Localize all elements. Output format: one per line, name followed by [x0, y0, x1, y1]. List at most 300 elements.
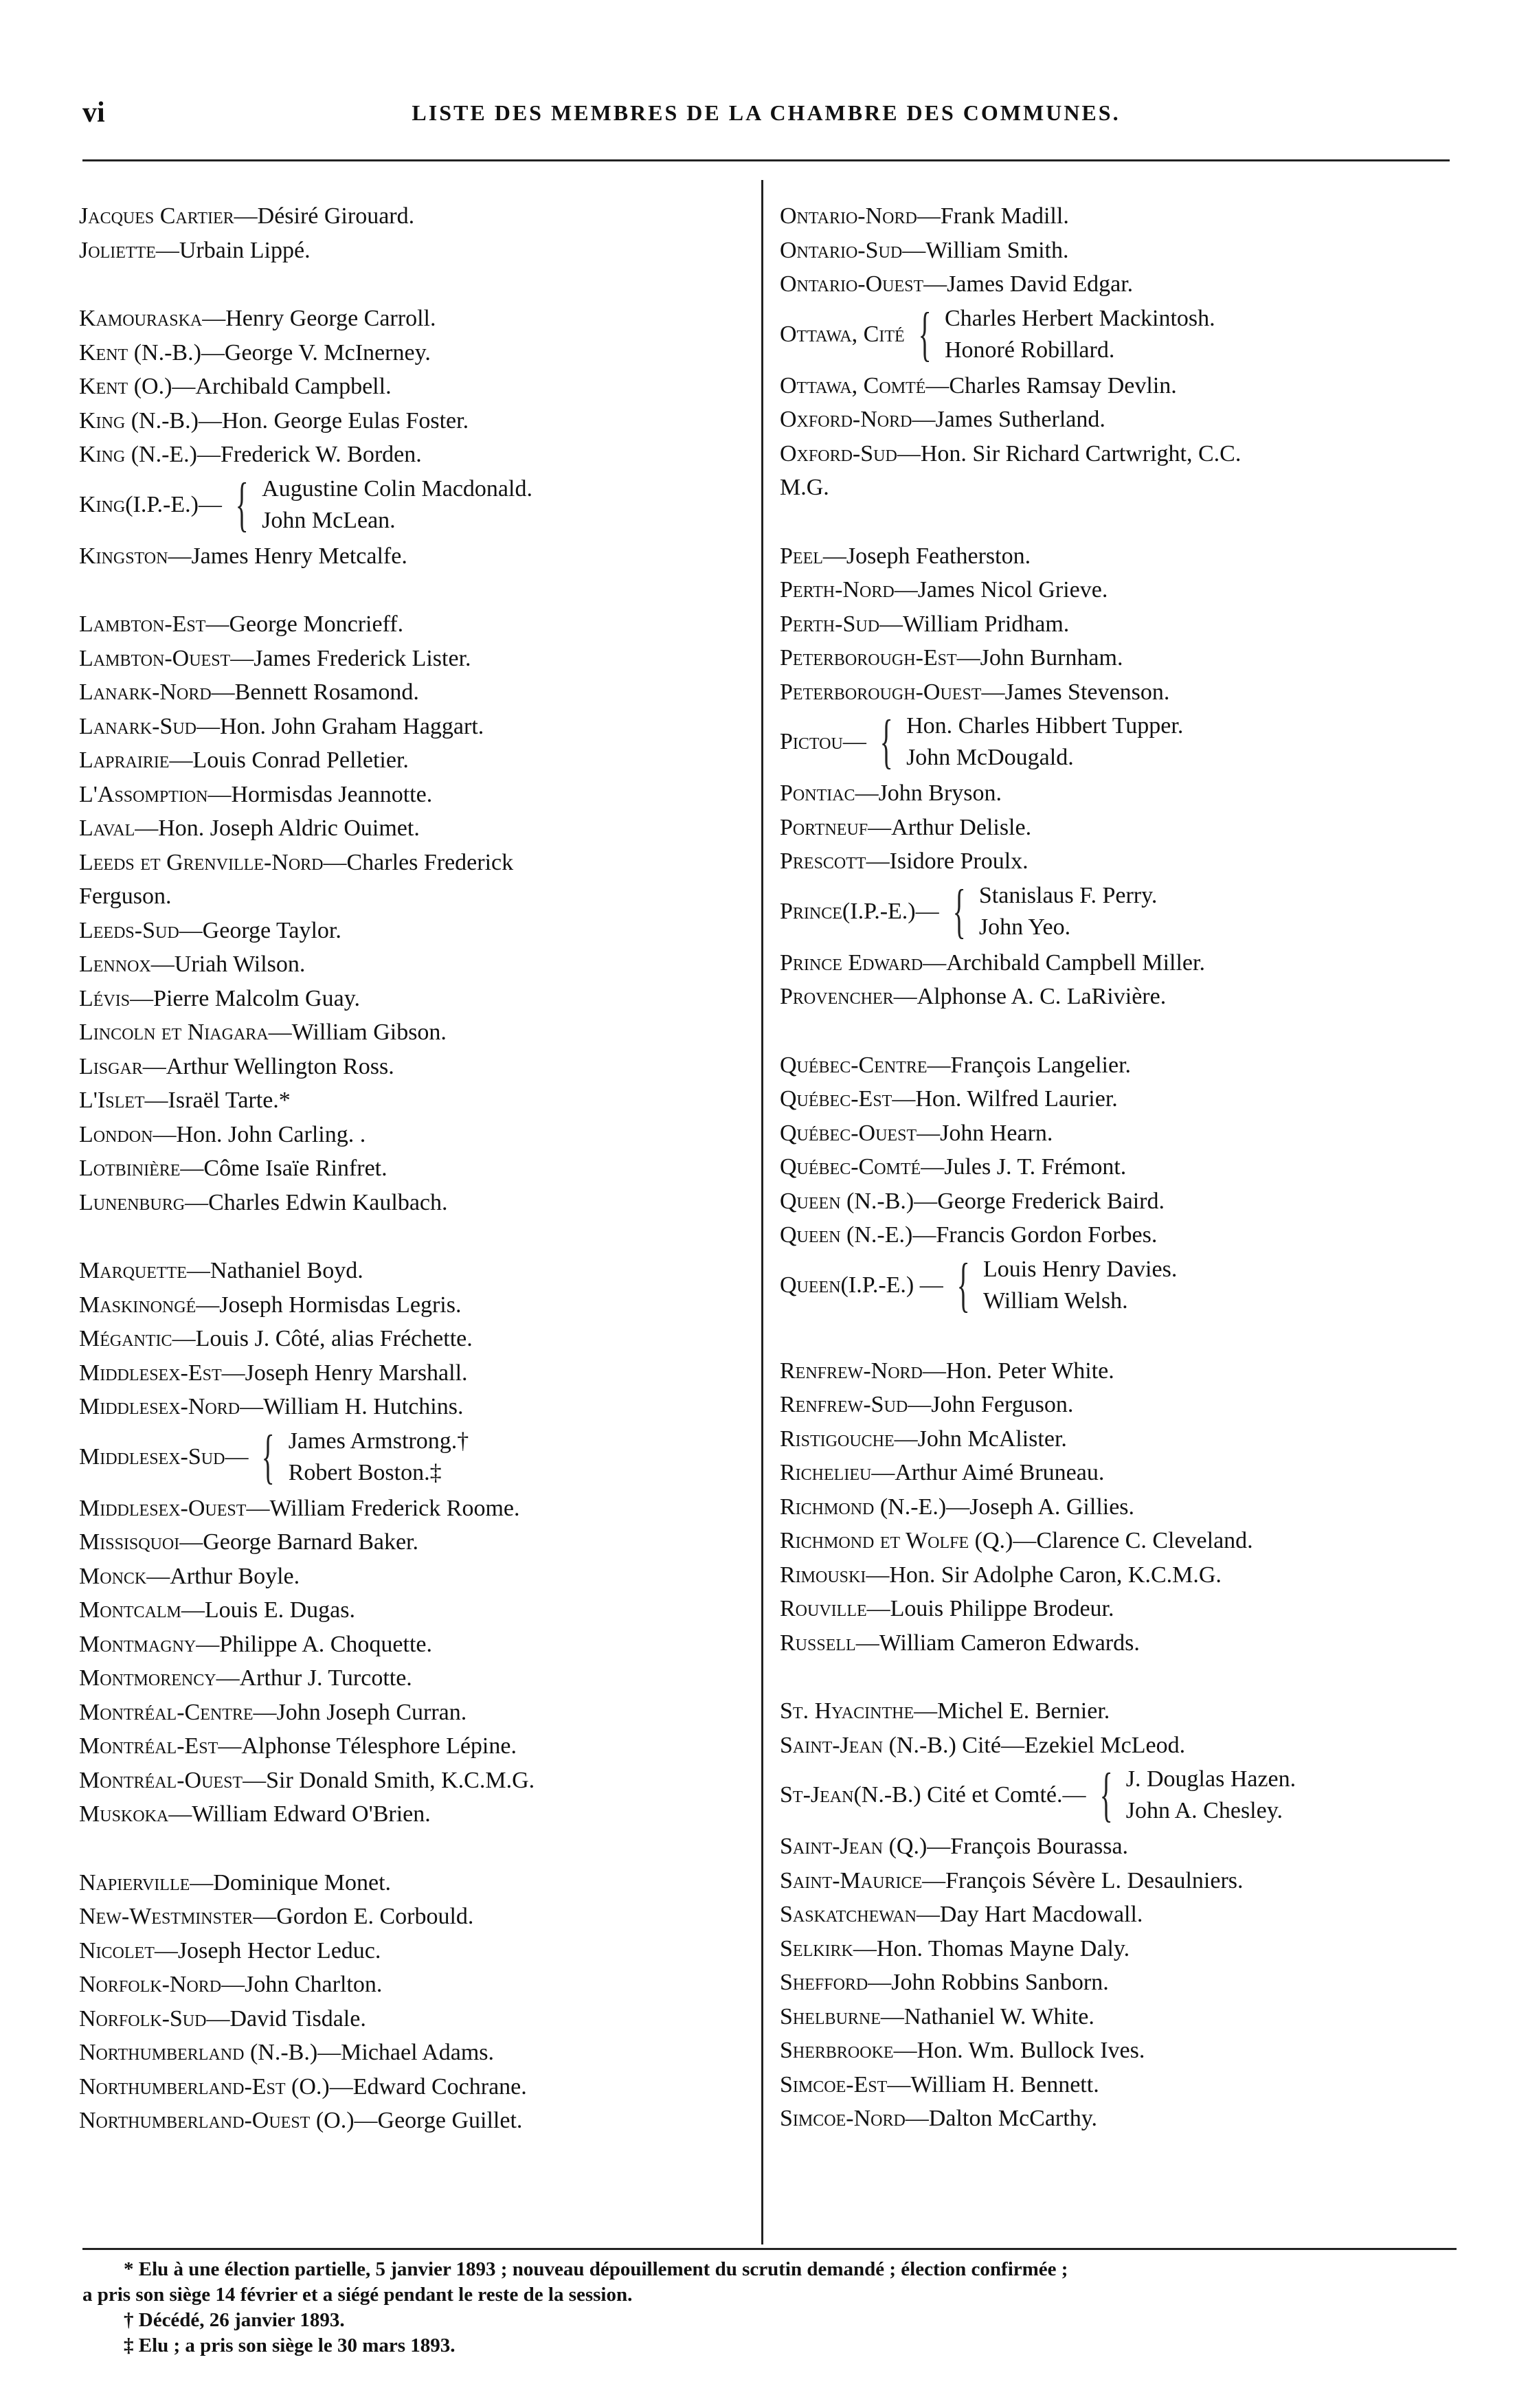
riding-name: Québec-Est — [780, 1086, 892, 1112]
riding-name: Sherbrooke — [780, 2038, 894, 2063]
member-name: —François Sévère L. Desaulniers. — [922, 1867, 1244, 1893]
member-name: —Frank Madill. — [917, 203, 1069, 229]
riding-name: Middlesex-Est — [79, 1360, 222, 1386]
member-name: (N.-B.) Cité—Ezekiel McLeod. — [883, 1732, 1186, 1758]
member-entry — [79, 1968, 756, 2002]
member-name: —James Sutherland. — [912, 407, 1105, 432]
member-entry — [780, 437, 1460, 471]
member-entry — [780, 776, 1460, 811]
riding-name: Lambton-Ouest — [79, 645, 231, 671]
member-entry — [780, 1864, 1460, 1898]
member-entry — [780, 1082, 1460, 1116]
footnote: ‡ Elu ; a pris son siège le 30 mars 1893. — [124, 2334, 456, 2356]
riding-suffix: (N.-B.) Cité et Comté.— — [853, 1782, 1086, 1808]
member-entry — [780, 2034, 1460, 2068]
member-name: (N.-B.)—Michael Adams. — [244, 2040, 494, 2065]
riding-name: Rimouski — [780, 1562, 866, 1588]
member-name: —James Henry Metcalfe. — [168, 543, 407, 569]
member-entry — [780, 1422, 1460, 1456]
member-entry — [79, 1118, 756, 1152]
member-name: —François Langelier. — [927, 1052, 1132, 1078]
member-entry — [79, 1254, 756, 1288]
member-name: —Dominique Monet. — [190, 1869, 392, 1895]
riding-name: King — [79, 407, 126, 434]
member-name: (O.)—George Guillet. — [310, 2108, 523, 2133]
riding-name: Middlesex-Nord — [79, 1394, 240, 1419]
member-name: (O.)—Edward Cochrane. — [285, 2073, 527, 2100]
member-entry — [780, 199, 1460, 234]
member-name: Louis Henry Davies. — [983, 1256, 1178, 1282]
member-name: —James David Edgar. — [923, 271, 1134, 297]
riding-name: Ottawa, Cité — [780, 321, 905, 347]
member-name: —William Frederick Roome. — [246, 1495, 520, 1521]
member-group — [780, 1251, 1460, 1318]
member-name: —William Pridham. — [879, 611, 1070, 637]
member-name: William Welsh. — [983, 1287, 1128, 1314]
riding-name: Montmagny — [79, 1631, 196, 1657]
riding-name: Monck — [79, 1563, 147, 1589]
member-entry — [79, 1764, 756, 1798]
section-gap — [780, 1660, 1460, 1694]
member-entry — [780, 2102, 1460, 2136]
riding-name: Ontario-Nord — [780, 203, 917, 229]
riding-name: Montréal-Ouest — [79, 1767, 243, 1793]
riding-name: Lunenburg — [79, 1189, 186, 1215]
member-name: —Sir Donald Smith, K.C.M.G. — [243, 1767, 535, 1793]
riding-name: Québec-Centre — [780, 1052, 928, 1078]
member-name: —Désiré Girouard. — [234, 203, 415, 229]
member-entry — [780, 1592, 1460, 1626]
riding-name: Norfolk-Nord — [79, 1972, 222, 1997]
riding-name: Peterborough-Ouest — [780, 679, 982, 705]
riding-name: St-Jean — [780, 1782, 854, 1808]
riding-name: Kent — [79, 374, 128, 399]
riding-name: St. Hyacinthe — [780, 1698, 914, 1724]
member-name: —Louis J. Côté, alias Fréchette. — [172, 1326, 473, 1351]
member-entry — [79, 1900, 756, 1934]
brace-icon: { — [1099, 1762, 1113, 1828]
riding-name: Lotbinière — [79, 1156, 181, 1181]
member-name: —Arthur J. Turcotte. — [216, 1665, 412, 1691]
riding-name: Peterborough-Est — [780, 645, 957, 671]
riding-name: Laval — [79, 815, 135, 841]
page-title: LISTE DES MEMBRES DE LA CHAMBRE DES COMMUNES. — [412, 100, 1121, 125]
member-name: —William Edward O'Brien. — [168, 1801, 431, 1827]
member-entry — [79, 1186, 756, 1220]
right-column — [780, 199, 1460, 2136]
member-entry — [79, 302, 756, 336]
member-name: —Louis E. Dugas. — [181, 1597, 355, 1623]
member-entry — [780, 1524, 1460, 1558]
riding-name: L'Assomption — [79, 781, 208, 807]
member-entry — [780, 1116, 1460, 1151]
member-entry — [780, 1456, 1460, 1490]
footnote-rule — [82, 2248, 1457, 2250]
riding-name: Montmorency — [79, 1665, 216, 1691]
riding-name: Leeds et Grenville-Nord — [79, 849, 324, 875]
member-name: —Arthur Boyle. — [146, 1563, 300, 1589]
member-entry — [780, 403, 1460, 437]
member-entry — [79, 1729, 756, 1764]
member-entry — [79, 1661, 756, 1696]
member-entry — [780, 1354, 1460, 1388]
member-entry — [79, 846, 756, 880]
brace-icon: { — [879, 708, 893, 775]
member-name: —George Barnard Baker. — [179, 1529, 419, 1555]
riding-name: Leeds-Sud — [79, 917, 179, 943]
footnote: a pris son siège 14 février et a siégé pendant le reste de la session. — [82, 2284, 633, 2306]
member-name: —Isidore Proulx. — [866, 848, 1029, 874]
riding-name: Pontiac — [780, 780, 855, 806]
riding-name: Lisgar — [79, 1053, 143, 1079]
member-name: John A. Chesley. — [1125, 1798, 1283, 1823]
member-entry — [79, 2070, 756, 2104]
footnotes — [82, 2257, 1457, 2359]
member-entry — [780, 1558, 1460, 1593]
member-name: —Louis Conrad Pelletier. — [169, 747, 409, 773]
member-entry — [780, 1218, 1460, 1252]
riding-name: Ontario-Ouest — [780, 271, 924, 297]
member-name: —John Hearn. — [917, 1120, 1053, 1146]
riding-name: Oxford-Sud — [780, 440, 897, 466]
riding-name: Perth-Sud — [780, 611, 880, 637]
member-entry — [79, 879, 756, 914]
member-entry — [79, 234, 756, 268]
member-group — [780, 1764, 1460, 1827]
riding-name: Montréal-Est — [79, 1733, 218, 1759]
riding-name: Northumberland-Ouest — [79, 2108, 311, 2133]
member-name: (N.-E.)—Joseph A. Gillies. — [874, 1494, 1135, 1520]
member-name: —James Frederick Lister. — [230, 645, 471, 671]
riding-name: Prince — [780, 898, 842, 924]
member-name: John Yeo. — [978, 914, 1071, 940]
member-entry — [79, 675, 756, 710]
member-name: (N.-E.)—Francis Gordon Forbes. — [840, 1222, 1158, 1248]
member-name: James Armstrong.† — [288, 1428, 469, 1454]
member-name: —Louis Philippe Brodeur. — [866, 1596, 1114, 1621]
riding-name: Shefford — [780, 1970, 868, 1995]
riding-name: Marquette — [79, 1258, 187, 1283]
riding-name: Maskinongé — [79, 1292, 196, 1318]
riding-name: Richmond et Wolfe — [780, 1528, 969, 1553]
member-names — [1126, 1764, 1296, 1827]
member-name: —Jules J. T. Frémont. — [921, 1154, 1127, 1180]
riding-name: Nicolet — [79, 1937, 155, 1963]
riding-name: Montcalm — [79, 1597, 181, 1623]
member-entry — [79, 642, 756, 676]
riding-name: Lincoln et Niagara — [79, 1020, 269, 1045]
brace-icon: { — [952, 877, 966, 945]
member-name: —Hon. John Carling. . — [153, 1121, 366, 1147]
member-entry — [780, 1048, 1460, 1083]
member-entry — [780, 369, 1460, 403]
member-entry — [79, 1696, 756, 1730]
member-entry — [79, 1593, 756, 1628]
riding-name: Middlesex-Ouest — [79, 1495, 247, 1521]
member-name: —Arthur Wellington Ross. — [142, 1053, 394, 1079]
member-name: —Pierre Malcolm Guay. — [130, 985, 360, 1011]
riding-suffix: (I.P.-E.)— — [842, 898, 939, 924]
member-entry — [79, 1390, 756, 1424]
member-name: —Henry George Carroll. — [202, 306, 436, 331]
member-entry — [79, 1288, 756, 1323]
section-gap — [780, 1320, 1460, 1354]
riding-name: Rouville — [780, 1596, 867, 1621]
member-entry — [780, 1694, 1460, 1729]
riding-name: New-Westminster — [79, 1904, 254, 1929]
member-name: —William H. Bennett. — [887, 2071, 1099, 2097]
riding-name: Prescott — [780, 848, 866, 874]
riding-name: Kamouraska — [79, 306, 203, 331]
member-name: —Day Hart Macdowall. — [916, 1902, 1143, 1927]
member-names — [983, 1254, 1177, 1317]
member-entry — [79, 1356, 756, 1391]
riding-suffix: (I.P.-E.) — — [840, 1272, 943, 1298]
member-entry — [780, 946, 1460, 980]
member-entry — [780, 1184, 1460, 1219]
brace-icon: { — [262, 1423, 276, 1490]
member-entry — [79, 947, 756, 982]
riding-name: Québec-Ouest — [780, 1120, 917, 1146]
riding-name: King — [79, 491, 126, 517]
member-entry — [79, 778, 756, 812]
riding-name: Richmond — [780, 1494, 875, 1520]
member-entry — [780, 675, 1460, 710]
riding-name: Lanark-Sud — [79, 713, 196, 739]
member-name: —David Tisdale. — [206, 2005, 366, 2032]
member-entry — [780, 980, 1460, 1014]
member-entry — [780, 641, 1460, 675]
member-entry — [79, 914, 756, 948]
section-gap — [79, 1219, 756, 1254]
member-name: —James Nicol Grieve. — [894, 577, 1108, 603]
riding-name: Napierville — [79, 1869, 190, 1895]
member-name: Robert Boston.‡ — [288, 1459, 442, 1485]
member-name: —Hon. Sir Richard Cartwright, C.C. — [897, 440, 1242, 466]
member-name: —Urbain Lippé. — [155, 237, 311, 263]
left-column — [79, 199, 756, 2138]
member-entry — [780, 844, 1460, 879]
member-entry — [780, 1898, 1460, 1932]
member-entry — [79, 1050, 756, 1084]
member-name: —Hon. Wm. Bullock Ives. — [893, 2038, 1145, 2063]
member-entry — [780, 573, 1460, 607]
member-entry — [780, 471, 1460, 505]
member-entry — [780, 1388, 1460, 1422]
member-entry — [79, 199, 756, 234]
riding-name: Oxford-Nord — [780, 407, 912, 432]
riding-name: Shelburne — [780, 2003, 881, 2029]
member-name: —Hon. Joseph Aldric Ouimet. — [135, 815, 420, 841]
brace-icon: { — [918, 300, 932, 368]
member-entry — [780, 1830, 1460, 1864]
riding-suffix: — — [225, 1443, 249, 1470]
member-name: —Michel E. Bernier. — [914, 1698, 1110, 1724]
member-name: —Gordon E. Corbould. — [253, 1904, 474, 1929]
member-entry — [780, 1966, 1460, 2000]
member-entry — [780, 2068, 1460, 2102]
member-group — [79, 1423, 756, 1490]
member-name: —Arthur Delisle. — [868, 814, 1032, 840]
member-name: —Côme Isaïe Rinfret. — [180, 1156, 387, 1181]
member-name: John McLean. — [262, 507, 396, 533]
riding-suffix: (I.P.-E.)— — [125, 491, 222, 517]
member-entry — [780, 607, 1460, 642]
riding-name: Renfrew-Nord — [780, 1358, 923, 1384]
member-name: (N.-B.)—George Frederick Baird. — [840, 1188, 1165, 1214]
member-entry — [79, 1151, 756, 1186]
member-name: —John Charlton. — [221, 1972, 383, 1997]
column-divider — [761, 180, 763, 2244]
member-names — [979, 880, 1158, 943]
member-name: (Q.)—François Bourassa. — [883, 1834, 1129, 1859]
riding-name: Lennox — [79, 952, 151, 977]
member-entry — [79, 1322, 756, 1356]
riding-name: Saskatchewan — [780, 1902, 917, 1927]
riding-name: Norfolk-Sud — [79, 2005, 207, 2032]
member-name: (N.-B.)—Hon. George Eulas Foster. — [125, 407, 469, 434]
member-name: —Arthur Aimé Bruneau. — [871, 1460, 1105, 1485]
member-name: —Hon. Wilfred Laurier. — [892, 1086, 1118, 1112]
member-name: —William H. Hutchins. — [240, 1394, 464, 1419]
riding-name: Muskoka — [79, 1801, 169, 1827]
member-entry — [780, 1729, 1460, 1763]
member-entry — [79, 982, 756, 1016]
member-name: —John McAlister. — [894, 1426, 1067, 1452]
member-group — [780, 300, 1460, 368]
member-entry — [780, 811, 1460, 845]
brace-icon: { — [956, 1251, 970, 1318]
riding-name: L'Islet — [79, 1088, 145, 1113]
member-name: Stanislaus F. Perry. — [978, 882, 1158, 908]
member-entry — [780, 1932, 1460, 1966]
footnote: † Décédé, 26 janvier 1893. — [124, 2309, 345, 2331]
member-entry — [79, 2002, 756, 2036]
member-name: —John Joseph Curran. — [253, 1699, 467, 1725]
member-name: Charles Herbert Mackintosh. — [944, 305, 1215, 331]
member-entry — [79, 370, 756, 404]
member-name: —Bennett Rosamond. — [211, 679, 419, 705]
riding-name: Lévis — [79, 985, 131, 1011]
member-name: M.G. — [780, 475, 829, 500]
member-entry — [780, 234, 1460, 268]
member-name: —Charles Edwin Kaulbach. — [185, 1189, 448, 1215]
riding-name: Saint-Jean — [780, 1834, 884, 1859]
member-entry — [79, 811, 756, 846]
member-name: —John Robbins Sanborn. — [868, 1970, 1109, 1995]
riding-name: Kent — [79, 339, 128, 365]
riding-name: Northumberland — [79, 2040, 245, 2065]
member-entry — [780, 539, 1460, 574]
footnote: * Elu à une élection partielle, 5 janvier 1893 ; nouveau dépouillement du scrutin demandé ; élection confirmée ; — [124, 2258, 1068, 2280]
riding-name: Laprairie — [79, 747, 170, 773]
member-entry — [79, 1866, 756, 1900]
member-name: —Charles Ramsay Devlin. — [925, 372, 1177, 398]
member-name: —Nathaniel Boyd. — [186, 1258, 363, 1283]
member-entry — [79, 1628, 756, 1662]
member-name: —Hormisdas Jeannotte. — [207, 781, 433, 807]
riding-name: Simcoe-Nord — [780, 2106, 906, 2131]
member-entry — [79, 336, 756, 370]
member-name: —Joseph Henry Marshall. — [221, 1360, 468, 1386]
member-names — [262, 473, 532, 537]
member-name: —Nathaniel W. White. — [880, 2003, 1094, 2029]
member-entry — [79, 607, 756, 642]
member-name: (O.)—Archibald Campbell. — [128, 374, 392, 399]
riding-name: Provencher — [780, 984, 894, 1009]
riding-name: Simcoe-Est — [780, 2071, 888, 2097]
member-name: (N.-E.)—Frederick W. Borden. — [125, 442, 422, 467]
member-entry — [780, 1490, 1460, 1524]
member-entry — [79, 438, 756, 472]
member-name: —William Gibson. — [268, 1020, 447, 1045]
member-name: —Joseph Featherston. — [822, 543, 1031, 569]
riding-name: Montréal-Centre — [79, 1699, 254, 1725]
member-name: —Hon. Peter White. — [922, 1358, 1114, 1384]
member-name: —Israël Tarte.* — [144, 1088, 291, 1113]
riding-name: Renfrew-Sud — [780, 1392, 908, 1417]
member-entry — [780, 1150, 1460, 1184]
member-name: —James Stevenson. — [981, 679, 1170, 705]
member-name: —Hon. Sir Adolphe Caron, K.C.M.G. — [866, 1562, 1222, 1588]
member-name: —Joseph Hormisdas Legris. — [196, 1292, 462, 1318]
member-name: —Hon. Thomas Mayne Daly. — [853, 1935, 1130, 1961]
riding-name: Perth-Nord — [780, 577, 895, 603]
riding-name: Saint-Maurice — [780, 1867, 923, 1893]
riding-name: Saint-Jean — [780, 1732, 884, 1758]
member-name: —Uriah Wilson. — [150, 952, 306, 977]
member-name: J. Douglas Hazen. — [1125, 1766, 1296, 1792]
riding-name: Queen — [780, 1188, 841, 1214]
member-name: (Q.)—Clarence C. Cleveland. — [969, 1528, 1253, 1553]
member-entry — [79, 1560, 756, 1594]
member-name: (N.-B.)—George V. McInerney. — [128, 339, 431, 365]
member-entry — [79, 1934, 756, 1968]
riding-name: Queen — [780, 1272, 841, 1298]
member-names — [906, 710, 1183, 774]
riding-name: Selkirk — [780, 1935, 853, 1961]
member-names — [945, 303, 1215, 366]
header-rule — [82, 159, 1450, 161]
member-name: —John Burnham. — [956, 645, 1123, 671]
member-entry — [79, 1015, 756, 1050]
member-name: —Dalton McCarthy. — [905, 2106, 1097, 2131]
riding-name: Ottawa, Comté — [780, 372, 926, 398]
riding-name: Pictou — [780, 729, 843, 754]
member-entry — [79, 404, 756, 438]
riding-name: Kingston — [79, 543, 168, 569]
member-entry — [780, 1626, 1460, 1661]
riding-name: Middlesex-Sud — [79, 1443, 225, 1470]
riding-name: Mégantic — [79, 1326, 172, 1351]
riding-name: Russell — [780, 1630, 856, 1656]
riding-name: Joliette — [79, 237, 156, 263]
member-name: —George Moncrieff. — [205, 611, 404, 637]
member-entry — [780, 267, 1460, 302]
riding-name: Northumberland-Est — [79, 2073, 286, 2100]
member-name: —Alphonse A. C. LaRivière. — [893, 984, 1167, 1009]
member-name: Hon. Charles Hibbert Tupper. — [906, 713, 1184, 739]
member-entry — [79, 1525, 756, 1560]
member-name: —John Bryson. — [855, 780, 1002, 806]
section-gap — [79, 573, 756, 607]
member-name: —John Ferguson. — [908, 1392, 1074, 1417]
member-entry — [79, 2036, 756, 2070]
member-entry — [79, 2104, 756, 2138]
member-name: —Philippe A. Choquette. — [196, 1631, 433, 1657]
member-name: —Alphonse Télesphore Lépine. — [218, 1733, 517, 1759]
member-names — [289, 1426, 469, 1489]
